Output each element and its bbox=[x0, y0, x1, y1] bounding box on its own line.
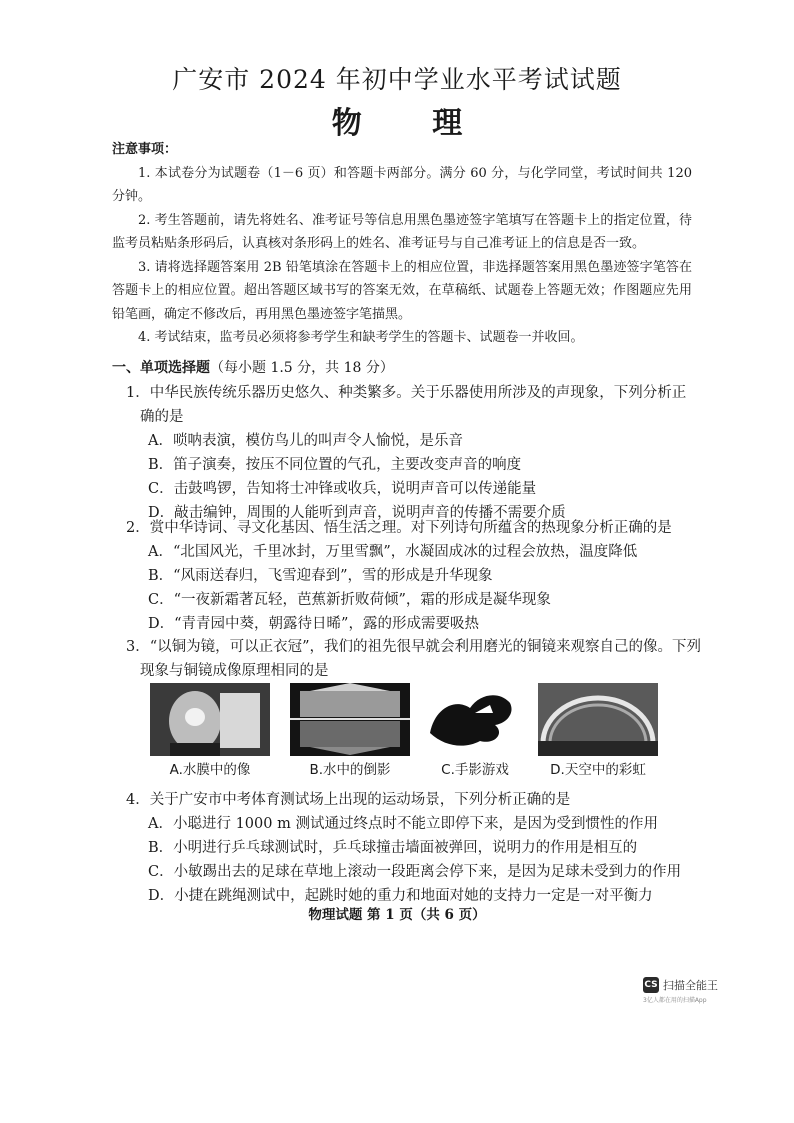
option-d: D．小捷在跳绳测试中，起跳时她的重力和地面对她的支持力一定是一对平衡力 bbox=[148, 888, 653, 904]
option-b: B．“风雨送春归，飞雪迎春到”，雪的形成是升华现象 bbox=[148, 568, 493, 584]
scanner-name: 扫描全能王 bbox=[663, 979, 718, 992]
section-title: 一、单项选择题 bbox=[112, 360, 210, 376]
option-b: B．笛子演奏，按压不同位置的气孔，主要改变声音的响度 bbox=[148, 457, 522, 473]
section-heading bbox=[112, 357, 394, 377]
question-1 bbox=[126, 381, 696, 525]
water-film-photo bbox=[150, 683, 270, 756]
option-d: D．敲击编钟，周围的人能听到声音，说明声音的传播不需要介质 bbox=[148, 505, 566, 521]
question-stem: 4．关于广安市中考体育测试场上出现的运动场景，下列分析正确的是 bbox=[126, 792, 571, 808]
figure-caption: C.手影游戏 bbox=[441, 762, 509, 778]
hand-shadow-photo bbox=[415, 683, 535, 756]
water-reflection-photo bbox=[290, 683, 410, 756]
option-b: B．小明进行乒乓球测试时，乒乓球撞击墙面被弹回，说明力的作用是相互的 bbox=[148, 840, 638, 856]
notice-item: 4. 考试结束，监考员必须将参考学生和缺考学生的答题卡、试题卷一并收回。 bbox=[138, 330, 584, 345]
figure-caption: D.天空中的彩虹 bbox=[550, 762, 646, 778]
question-4 bbox=[126, 788, 716, 908]
figure-b bbox=[290, 683, 410, 778]
option-c: C．“一夜新霜著瓦轻，芭蕉新折败荷倾”，霜的形成是凝华现象 bbox=[148, 592, 551, 608]
notice-item: 1. 本试卷分为试题卷（1－6 页）和答题卡两部分。满分 60 分，与化学同堂，考试时间共 120 分钟。 bbox=[112, 165, 692, 204]
question-3-figures bbox=[150, 683, 710, 783]
page-footer: 物理试题 第 1 页（共 6 页） bbox=[308, 907, 486, 923]
option-a: A．“北国风光，千里冰封，万里雪飘”，水凝固成冰的过程会放热，温度降低 bbox=[148, 544, 638, 560]
figure-caption: A.水膜中的像 bbox=[169, 762, 251, 778]
figure-c bbox=[415, 683, 535, 778]
question-2 bbox=[126, 516, 706, 636]
section-note: （每小题 1.5 分，共 18 分） bbox=[210, 360, 394, 376]
figure-caption: B.水中的倒影 bbox=[309, 762, 391, 778]
notice-item: 2. 考生答题前，请先将姓名、准考证号等信息用黑色墨迹签字笔填写在答题卡上的指定位置，待监考员粘贴条形码后，认真核对条形码上的姓名、准考证号与自己准考证上的信息是否一致。 bbox=[112, 212, 692, 251]
question-stem: 1．中华民族传统乐器历史悠久、种类繁多。关于乐器使用所涉及的声现象，下列分析正确的是 bbox=[126, 385, 687, 425]
notice-heading: 注意事项： bbox=[112, 142, 178, 157]
scanner-watermark bbox=[643, 977, 733, 1004]
subject-title: 物 理 bbox=[331, 106, 493, 141]
exam-title: 广安市 2024 年初中学业水平考试试题 bbox=[172, 65, 622, 94]
notice-item: 3. 请将选择题答案用 2B 铅笔填涂在答题卡上的相应位置，非选择题答案用黑色墨迹签字笔答在答题卡上的相应位置。超出答题区域书写的答案无效，在草稿纸、试题卷上答题无效；作图题应先用铅笔画，确定不修改后，再用黑色墨迹签字笔描黑。 bbox=[112, 259, 692, 322]
option-a: A．唢呐表演，模仿鸟儿的叫声令人愉悦，是乐音 bbox=[148, 433, 463, 449]
scanner-tagline: 3亿人都在用的扫描App bbox=[643, 997, 707, 1004]
figure-a bbox=[150, 683, 270, 778]
option-c: C．击鼓鸣锣，告知将士冲锋或收兵，说明声音可以传递能量 bbox=[148, 481, 537, 497]
figure-d bbox=[538, 683, 658, 778]
scanner-logo-icon: CS bbox=[643, 977, 659, 993]
question-3 bbox=[126, 635, 704, 683]
option-c: C．小敏踢出去的足球在草地上滚动一段距离会停下来，是因为足球未受到力的作用 bbox=[148, 864, 682, 880]
question-stem: 3．“以铜为镜，可以正衣冠”，我们的祖先很早就会利用磨光的铜镜来观察自己的像。下列现象与铜镜成像原理相同的是 bbox=[126, 639, 702, 679]
question-stem: 2．赏中华诗词、寻文化基因、悟生活之理。对下列诗句所蕴含的热现象分析正确的是 bbox=[126, 520, 672, 536]
option-d: D．“青青园中葵，朝露待日晞”，露的形成需要吸热 bbox=[148, 616, 479, 632]
notice-block bbox=[112, 138, 692, 350]
rainbow-photo bbox=[538, 683, 658, 756]
option-a: A．小聪进行 1000 m 测试通过终点时不能立即停下来，是因为受到惯性的作用 bbox=[148, 816, 658, 832]
